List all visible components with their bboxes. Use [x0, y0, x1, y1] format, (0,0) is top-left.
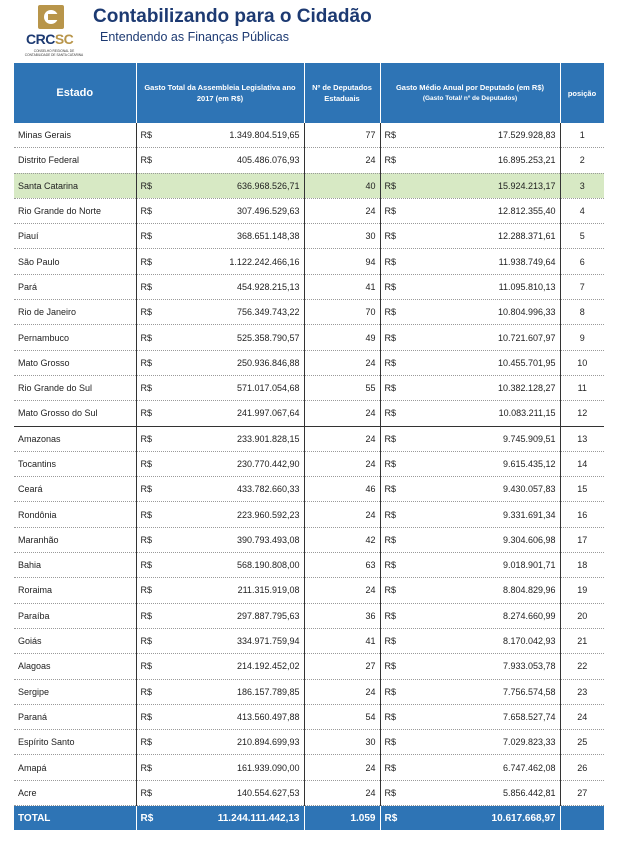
- cell-gasto: [136, 553, 304, 578]
- cell-estado: Distrito Federal: [14, 148, 136, 173]
- cell-medio-value: 9.304.606,98: [502, 534, 556, 545]
- cell-medio: [380, 123, 560, 148]
- cell-medio-value: 7.933.053,78: [502, 661, 556, 672]
- cell-deputados: 41: [304, 628, 380, 653]
- cell-posicao: 6: [560, 249, 604, 274]
- cell-gasto-currency: R$: [140, 281, 153, 292]
- total-gasto: [136, 806, 304, 831]
- cell-estado: Rio de Janeiro: [14, 300, 136, 325]
- cell-gasto-value: 433.782.660,33: [236, 484, 300, 495]
- cell-medio-value: 8.804.829,96: [502, 585, 556, 596]
- cell-estado: Espírito Santo: [14, 730, 136, 755]
- cell-medio: [380, 300, 560, 325]
- cell-medio-currency: R$: [384, 180, 397, 191]
- cell-medio: [380, 755, 560, 780]
- cell-gasto: [136, 780, 304, 805]
- cell-medio: [380, 148, 560, 173]
- table-row: [14, 224, 604, 249]
- cell-medio-currency: R$: [384, 408, 397, 419]
- cell-medio: [380, 477, 560, 502]
- cell-medio: [380, 198, 560, 223]
- cell-medio-currency: R$: [384, 206, 397, 217]
- cell-gasto: [136, 198, 304, 223]
- total-posicao-empty: [560, 806, 604, 831]
- cell-gasto-currency: R$: [140, 307, 153, 318]
- cell-posicao: 21: [560, 628, 604, 653]
- cell-gasto: [136, 628, 304, 653]
- cell-medio: [380, 527, 560, 552]
- cell-deputados: 94: [304, 249, 380, 274]
- total-medio-value: 10.617.668,97: [491, 812, 556, 824]
- cell-gasto-currency: R$: [140, 459, 153, 469]
- cell-gasto-value: 368.651.148,38: [236, 231, 300, 242]
- cell-deputados: 24: [304, 679, 380, 704]
- cell-estado: Paraná: [14, 704, 136, 729]
- cell-medio-currency: R$: [384, 787, 397, 798]
- cell-deputados: 24: [304, 198, 380, 223]
- cell-gasto: [136, 300, 304, 325]
- table-row: [14, 198, 604, 223]
- cell-estado: Maranhão: [14, 527, 136, 552]
- cell-gasto: [136, 477, 304, 502]
- table-row: [14, 426, 604, 451]
- cell-gasto: [136, 148, 304, 173]
- cell-gasto-value: 214.192.452,02: [236, 661, 300, 672]
- header-gasto-medio-sub: (Gasto Total/ nº de Deputados): [422, 95, 518, 102]
- cell-gasto-value: 161.939.090,00: [236, 762, 300, 773]
- cell-posicao: 14: [560, 451, 604, 476]
- cell-gasto-value: 454.928.215,13: [236, 281, 300, 292]
- cell-medio-currency: R$: [384, 484, 397, 495]
- cell-posicao: 11: [560, 375, 604, 400]
- cell-posicao: 1: [560, 123, 604, 148]
- header-num-deputados: Nº de Deputados Estaduais: [304, 63, 380, 123]
- cell-gasto-value: 241.997.067,64: [236, 408, 300, 419]
- cell-medio: [380, 451, 560, 476]
- cell-gasto: [136, 654, 304, 679]
- cell-medio: [380, 679, 560, 704]
- cell-deputados: 24: [304, 350, 380, 375]
- cell-medio-value: 16.895.253,21: [497, 155, 556, 166]
- cell-medio-currency: R$: [384, 737, 397, 748]
- header-estado: Estado: [14, 63, 136, 123]
- cell-medio-currency: R$: [384, 357, 397, 368]
- cell-gasto: [136, 426, 304, 451]
- cell-gasto-currency: R$: [140, 180, 153, 191]
- cell-medio-currency: R$: [384, 281, 397, 292]
- cell-medio: [380, 502, 560, 527]
- cell-gasto-value: 233.901.828,15: [236, 433, 300, 444]
- cell-estado: Acre: [14, 780, 136, 805]
- table-row: [14, 249, 604, 274]
- cell-gasto-value: 636.968.526,71: [236, 180, 300, 191]
- cell-deputados: 63: [304, 553, 380, 578]
- cell-gasto-value: 756.349.743,22: [236, 307, 300, 318]
- page-title: Contabilizando para o Cidadão: [93, 6, 372, 27]
- cell-estado: Rondônia: [14, 502, 136, 527]
- cell-deputados: 24: [304, 401, 380, 426]
- cell-deputados: 30: [304, 224, 380, 249]
- cell-medio-value: 9.018.901,71: [502, 560, 556, 571]
- total-medio: [380, 806, 560, 831]
- cell-estado: Mato Grosso do Sul: [14, 401, 136, 426]
- cell-deputados: 46: [304, 477, 380, 502]
- cell-posicao: 4: [560, 198, 604, 223]
- table-row: [14, 603, 604, 628]
- cell-estado: Goiás: [14, 628, 136, 653]
- cell-medio-value: 9.745.909,51: [502, 433, 556, 444]
- cell-medio: [380, 426, 560, 451]
- table-row: [14, 628, 604, 653]
- cell-medio-currency: R$: [384, 534, 397, 545]
- cell-estado: Rio Grande do Norte: [14, 198, 136, 223]
- cell-medio-currency: R$: [384, 332, 397, 343]
- cell-posicao: 16: [560, 502, 604, 527]
- cell-estado: Sergipe: [14, 679, 136, 704]
- cell-gasto-currency: R$: [140, 787, 153, 798]
- cell-gasto: [136, 123, 304, 148]
- table-row: [14, 553, 604, 578]
- cell-estado: Tocantins: [14, 451, 136, 476]
- cell-deputados: 54: [304, 704, 380, 729]
- table-row: [14, 654, 604, 679]
- cell-medio-value: 11.095.810,13: [498, 281, 556, 292]
- cell-gasto-value: 210.894.699,93: [236, 737, 300, 748]
- cell-gasto: [136, 704, 304, 729]
- cell-gasto-value: 1.349.804.519,65: [229, 130, 300, 141]
- table-row: [14, 730, 604, 755]
- cell-gasto-currency: R$: [140, 256, 153, 267]
- cell-gasto: [136, 730, 304, 755]
- cell-medio-value: 10.083.211,15: [498, 408, 556, 419]
- cell-medio: [380, 173, 560, 198]
- cell-posicao: 17: [560, 527, 604, 552]
- cell-medio-value: 7.658.527,74: [502, 711, 556, 722]
- total-label: TOTAL: [14, 806, 136, 831]
- cell-estado: Pará: [14, 274, 136, 299]
- table-row: [14, 679, 604, 704]
- cell-medio-currency: R$: [384, 155, 397, 166]
- table-row: [14, 780, 604, 805]
- cell-posicao: 24: [560, 704, 604, 729]
- cell-gasto-value: 334.971.759,94: [236, 636, 300, 647]
- cell-medio-value: 8.170.042,93: [502, 636, 556, 647]
- cell-deputados: 42: [304, 527, 380, 552]
- cell-posicao: 15: [560, 477, 604, 502]
- cell-medio-value: 11.938.749,64: [498, 256, 556, 267]
- cell-estado: Amazonas: [14, 426, 136, 451]
- cell-medio-value: 8.274.660,99: [502, 610, 556, 621]
- cell-gasto: [136, 755, 304, 780]
- cell-posicao: 20: [560, 603, 604, 628]
- cell-gasto-currency: R$: [140, 231, 153, 242]
- table-row: [14, 148, 604, 173]
- cell-medio: [380, 603, 560, 628]
- cell-medio: [380, 401, 560, 426]
- table-row: [14, 451, 604, 476]
- cell-deputados: 24: [304, 578, 380, 603]
- cell-gasto: [136, 451, 304, 476]
- table-row: [14, 704, 604, 729]
- cell-medio-currency: R$: [384, 585, 397, 596]
- table-row: [14, 502, 604, 527]
- cell-medio: [380, 730, 560, 755]
- cell-medio-value: 12.288.371,61: [497, 231, 556, 242]
- cell-medio-value: 15.924.213,17: [497, 180, 556, 191]
- cell-deputados: 49: [304, 325, 380, 350]
- cell-gasto-currency: R$: [140, 206, 153, 217]
- cell-medio: [380, 654, 560, 679]
- cell-gasto-currency: R$: [140, 661, 153, 672]
- total-medio-currency: R$: [384, 812, 398, 824]
- cell-medio-currency: R$: [384, 307, 397, 318]
- cell-estado: Piauí: [14, 224, 136, 249]
- cell-medio-currency: R$: [384, 686, 397, 697]
- cell-gasto: [136, 401, 304, 426]
- cell-medio-currency: R$: [384, 459, 397, 469]
- cell-medio-currency: R$: [384, 256, 397, 267]
- cell-posicao: 7: [560, 274, 604, 299]
- cell-medio-currency: R$: [384, 661, 397, 672]
- cell-gasto-currency: R$: [140, 357, 153, 368]
- cell-gasto-value: 230.770.442,90: [236, 459, 300, 469]
- cell-gasto-currency: R$: [140, 155, 153, 166]
- table-row: [14, 527, 604, 552]
- cell-posicao: 12: [560, 401, 604, 426]
- cell-posicao: 19: [560, 578, 604, 603]
- cell-medio-value: 9.430.057,83: [502, 484, 556, 495]
- cell-gasto-currency: R$: [140, 762, 153, 773]
- table-row: [14, 325, 604, 350]
- cell-estado: Rio Grande do Sul: [14, 375, 136, 400]
- cell-gasto: [136, 350, 304, 375]
- cell-estado: Amapá: [14, 755, 136, 780]
- table-row: [14, 300, 604, 325]
- cell-gasto: [136, 325, 304, 350]
- cell-gasto-currency: R$: [140, 534, 153, 545]
- cell-medio: [380, 628, 560, 653]
- cell-estado: Santa Catarina: [14, 173, 136, 198]
- cell-gasto-value: 1.122.242.466,16: [229, 256, 300, 267]
- cell-medio-currency: R$: [384, 509, 397, 520]
- cell-posicao: 13: [560, 426, 604, 451]
- table-row: [14, 755, 604, 780]
- cell-medio-value: 10.382.128,27: [497, 383, 556, 394]
- cell-posicao: 25: [560, 730, 604, 755]
- cell-medio: [380, 224, 560, 249]
- cell-medio-currency: R$: [384, 711, 397, 722]
- header-posicao: posição: [560, 63, 604, 123]
- total-gasto-value: 11.244.111.442,13: [217, 812, 300, 824]
- cell-medio: [380, 249, 560, 274]
- cell-posicao: 27: [560, 780, 604, 805]
- cell-gasto: [136, 224, 304, 249]
- crcsc-logo: [22, 5, 86, 61]
- cell-medio-value: 7.756.574,58: [502, 686, 556, 697]
- cell-estado: Roraima: [14, 578, 136, 603]
- table-row: [14, 578, 604, 603]
- cell-medio-currency: R$: [384, 130, 397, 141]
- cell-gasto: [136, 274, 304, 299]
- cell-gasto-value: 250.936.846,88: [236, 357, 300, 368]
- table-row: [14, 173, 604, 198]
- cell-medio: [380, 274, 560, 299]
- cell-gasto-currency: R$: [140, 585, 153, 596]
- cell-estado: Mato Grosso: [14, 350, 136, 375]
- cell-gasto: [136, 527, 304, 552]
- cell-gasto-value: 211.315.919,08: [237, 585, 300, 596]
- cell-estado: Minas Gerais: [14, 123, 136, 148]
- cell-deputados: 24: [304, 148, 380, 173]
- header-gasto-medio: [380, 63, 560, 123]
- cell-gasto: [136, 578, 304, 603]
- cell-gasto-value: 405.486.076,93: [236, 155, 300, 166]
- table-row: [14, 401, 604, 426]
- cell-deputados: 24: [304, 755, 380, 780]
- cell-gasto-currency: R$: [140, 686, 153, 697]
- cell-gasto-value: 568.190.808,00: [236, 560, 300, 571]
- cell-gasto-value: 413.560.497,88: [236, 711, 300, 722]
- total-row: [14, 806, 604, 831]
- cell-estado: Paraíba: [14, 603, 136, 628]
- cell-posicao: 5: [560, 224, 604, 249]
- cell-medio-value: 9.331.691,34: [502, 509, 556, 520]
- cell-posicao: 10: [560, 350, 604, 375]
- cell-gasto-currency: R$: [140, 560, 153, 571]
- cell-deputados: 41: [304, 274, 380, 299]
- table-row: [14, 477, 604, 502]
- header-gasto-medio-label: Gasto Médio Anual por Deputado (em R$): [395, 83, 545, 92]
- cell-gasto: [136, 502, 304, 527]
- cell-medio-currency: R$: [384, 762, 397, 773]
- cell-deputados: 36: [304, 603, 380, 628]
- cell-gasto-currency: R$: [140, 711, 153, 722]
- logo-mark-icon: [38, 5, 64, 29]
- cell-deputados: 30: [304, 730, 380, 755]
- cell-gasto-currency: R$: [140, 509, 153, 520]
- page-header: [0, 0, 640, 62]
- cell-gasto-currency: R$: [140, 408, 153, 419]
- cell-medio-value: 12.812.355,40: [497, 206, 556, 217]
- total-deputados: 1.059: [304, 806, 380, 831]
- cell-medio-currency: R$: [384, 610, 397, 621]
- cell-posicao: 18: [560, 553, 604, 578]
- table-row: [14, 375, 604, 400]
- cell-gasto-value: 525.358.790,57: [236, 332, 300, 343]
- cell-gasto-value: 186.157.789,85: [236, 686, 300, 697]
- cell-medio-value: 10.721.607,97: [497, 332, 556, 343]
- cell-deputados: 55: [304, 375, 380, 400]
- cell-posicao: 2: [560, 148, 604, 173]
- table-header-row: [14, 63, 604, 123]
- cell-medio-value: 10.455.701,95: [497, 357, 556, 368]
- cell-deputados: 24: [304, 451, 380, 476]
- cell-gasto-value: 297.887.795,63: [236, 610, 300, 621]
- spending-table: [14, 63, 605, 830]
- cell-medio: [380, 325, 560, 350]
- cell-gasto: [136, 375, 304, 400]
- cell-medio: [380, 578, 560, 603]
- cell-deputados: 27: [304, 654, 380, 679]
- cell-medio-currency: R$: [384, 560, 397, 571]
- cell-medio: [380, 375, 560, 400]
- cell-medio: [380, 704, 560, 729]
- cell-gasto-currency: R$: [140, 737, 153, 748]
- cell-medio: [380, 780, 560, 805]
- table-row: [14, 274, 604, 299]
- cell-medio-value: 6.747.462,08: [502, 762, 556, 773]
- cell-posicao: 26: [560, 755, 604, 780]
- cell-estado: Ceará: [14, 477, 136, 502]
- cell-gasto-currency: R$: [140, 636, 153, 647]
- cell-posicao: 3: [560, 173, 604, 198]
- cell-medio-value: 5.856.442,81: [502, 787, 556, 798]
- cell-medio-value: 9.615.435,12: [502, 459, 556, 469]
- cell-medio-currency: R$: [384, 636, 397, 647]
- cell-gasto-currency: R$: [140, 383, 153, 394]
- cell-posicao: 8: [560, 300, 604, 325]
- page-subtitle: Entendendo as Finanças Públicas: [100, 30, 290, 44]
- cell-gasto-currency: R$: [140, 332, 153, 343]
- cell-gasto-value: 307.496.529,63: [236, 206, 300, 217]
- header-gasto-total: Gasto Total da Assembleia Legislativa ano 2017 (em R$): [136, 63, 304, 123]
- cell-gasto: [136, 173, 304, 198]
- cell-estado: Alagoas: [14, 654, 136, 679]
- cell-posicao: 23: [560, 679, 604, 704]
- cell-medio: [380, 350, 560, 375]
- cell-gasto: [136, 603, 304, 628]
- logo-small-text: CONSELHO REGIONAL DE CONTABILIDADE DE SANTA CATARINA: [24, 49, 84, 57]
- cell-medio-value: 17.529.928,83: [497, 130, 556, 141]
- cell-estado: Pernambuco: [14, 325, 136, 350]
- cell-medio-currency: R$: [384, 433, 397, 444]
- cell-deputados: 77: [304, 123, 380, 148]
- cell-medio-currency: R$: [384, 383, 397, 394]
- cell-deputados: 40: [304, 173, 380, 198]
- total-gasto-currency: R$: [140, 812, 154, 824]
- cell-medio-value: 7.029.823,33: [502, 737, 556, 748]
- cell-medio: [380, 553, 560, 578]
- cell-gasto-currency: R$: [140, 610, 153, 621]
- cell-deputados: 24: [304, 426, 380, 451]
- cell-gasto: [136, 249, 304, 274]
- cell-gasto-currency: R$: [140, 433, 153, 444]
- cell-gasto-value: 223.960.592,23: [236, 509, 300, 520]
- cell-gasto-value: 140.554.627,53: [236, 787, 300, 798]
- cell-gasto-currency: R$: [140, 130, 153, 141]
- cell-medio-currency: R$: [384, 231, 397, 242]
- cell-estado: Bahia: [14, 553, 136, 578]
- table-row: [14, 123, 604, 148]
- cell-deputados: 70: [304, 300, 380, 325]
- logo-text: CRCSC: [26, 31, 74, 47]
- cell-estado: São Paulo: [14, 249, 136, 274]
- table-row: [14, 350, 604, 375]
- cell-gasto-value: 571.017.054,68: [236, 383, 300, 394]
- cell-deputados: 24: [304, 780, 380, 805]
- cell-gasto-currency: R$: [140, 484, 153, 495]
- cell-gasto: [136, 679, 304, 704]
- cell-gasto-value: 390.793.493,08: [236, 534, 300, 545]
- cell-posicao: 9: [560, 325, 604, 350]
- cell-deputados: 24: [304, 502, 380, 527]
- cell-medio-value: 10.804.996,33: [497, 307, 556, 318]
- cell-posicao: 22: [560, 654, 604, 679]
